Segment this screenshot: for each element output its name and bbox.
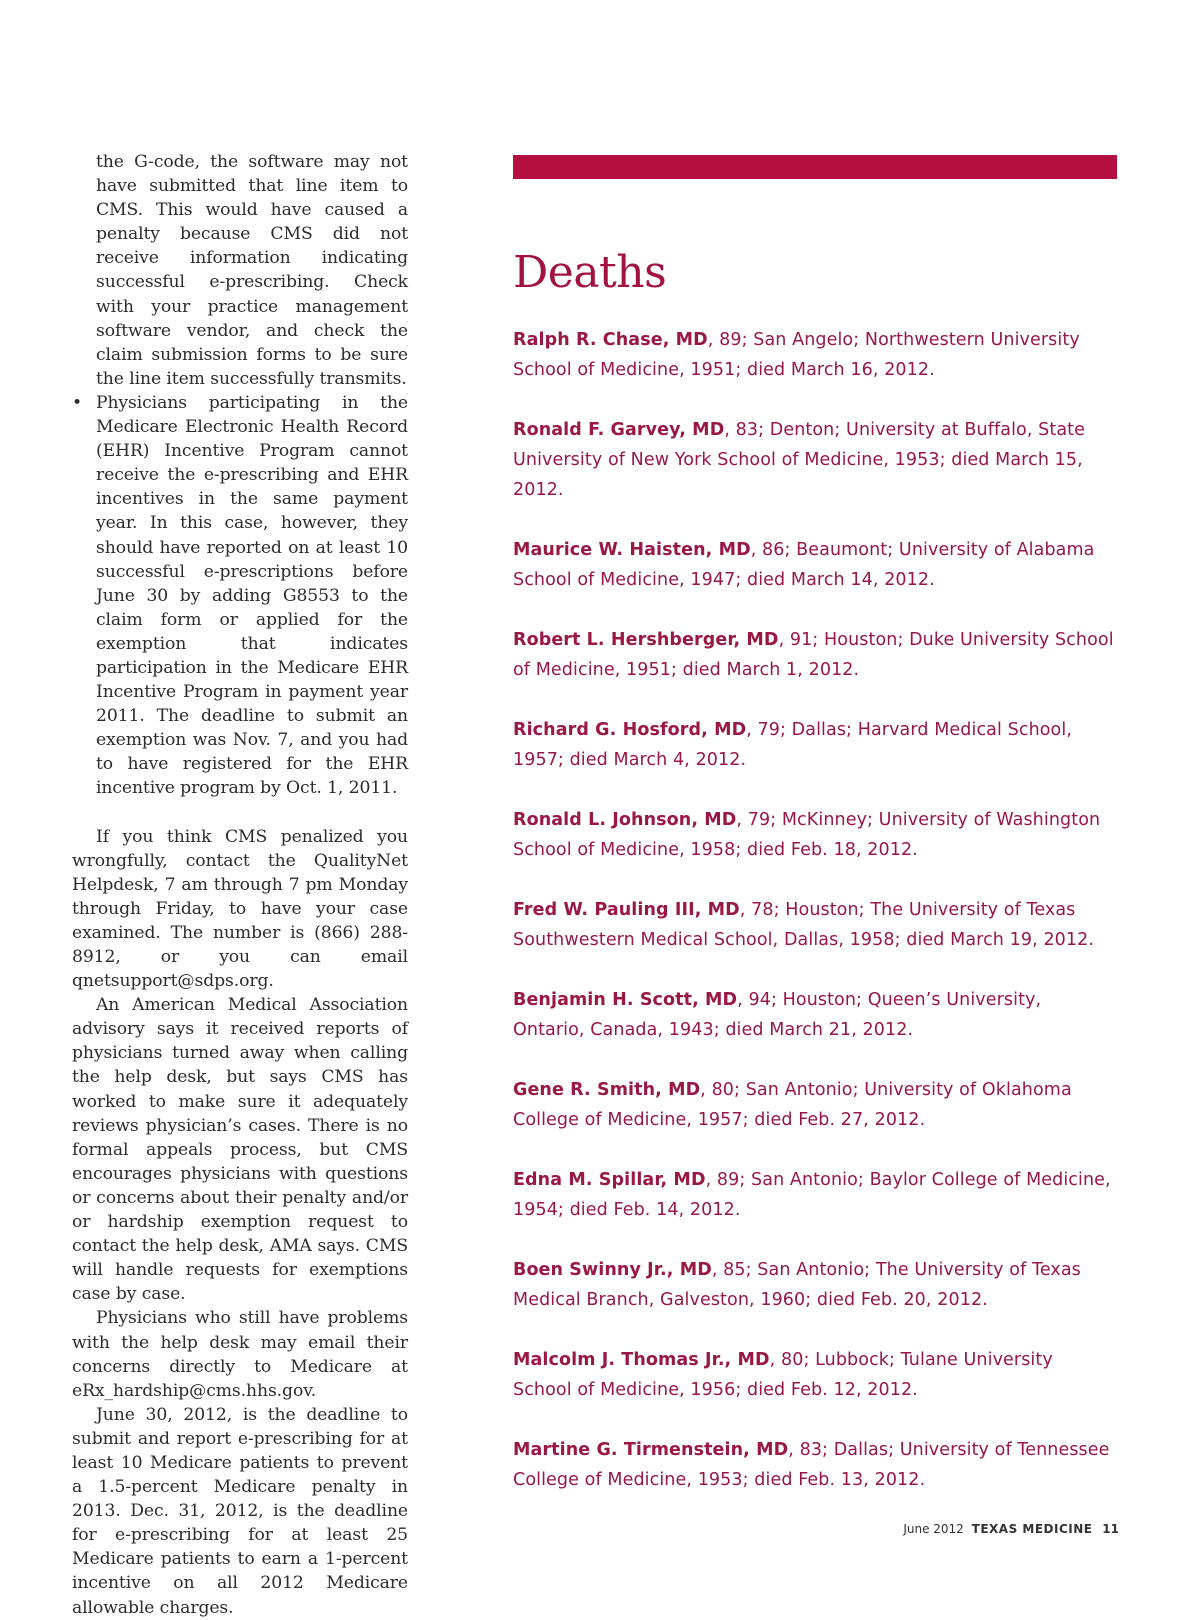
obituary-details: , 94; Houston; Queen’s University, Ontario, Canada, 1943; died March 21, 2012. <box>513 990 1042 1040</box>
obituary-name: Ralph R. Chase, MD <box>513 330 708 350</box>
obituary-name: Ronald F. Garvey, MD <box>513 420 725 440</box>
obituary-entry <box>513 1165 1117 1225</box>
obituary-entry <box>513 415 1117 505</box>
obituary-name: Benjamin H. Scott, MD <box>513 990 738 1010</box>
bullet-text: Physicians participating in the Medicare Electronic Health Record (EHR) Incentive Program cannot receive the e-prescribing and EHR incentives in the same payment year. In this case, however, they should have reported on at least 10 successful e-prescriptions before June 30 by adding G8553 to the claim form or applied for the exemption that indicates participation in the Medicare EHR Incentive Program in payment year 2011. The deadline to submit an exemption was Nov. 7, and you had to have registered for the EHR incentive program by Oct. 1, 2011. <box>96 392 408 799</box>
section-accent-bar <box>513 155 1117 179</box>
obituary-details: , 83; Dallas; University of Tennessee College of Medicine, 1953; died Feb. 13, 2012. <box>513 1440 1110 1490</box>
obituary-details: , 85; San Antonio; The University of Texas Medical Branch, Galveston, 1960; died Feb. 20, 2012. <box>513 1260 1081 1310</box>
obituary-entry <box>513 625 1117 685</box>
obituary-name: Ronald L. Johnson, MD <box>513 810 737 830</box>
obituary-details: , 79; McKinney; University of Washington School of Medicine, 1958; died Feb. 18, 2012. <box>513 810 1101 860</box>
obituary-details: , 86; Beaumont; University of Alabama School of Medicine, 1947; died March 14, 2012. <box>513 540 1095 590</box>
obituary-entry <box>513 805 1117 865</box>
body-paragraph: June 30, 2012, is the deadline to submit and report e-prescribing for at least 10 Medicare patients to prevent a 1.5-percent Medicare penalty in 2013. Dec. 31, 2012, is the deadline for e-prescribing for at least 25 Medicare patients to earn a 1-percent incentive on all 2012 Medicare allowable charges. <box>72 1404 408 1618</box>
obituary-name: Boen Swinny Jr., MD <box>513 1260 712 1280</box>
paragraph-spacer <box>72 801 408 825</box>
obituary-entry <box>513 715 1117 775</box>
obituary-entry <box>513 895 1117 955</box>
obituary-details: , 79; Dallas; Harvard Medical School, 1957; died March 4, 2012. <box>513 720 1072 770</box>
obituary-name: Gene R. Smith, MD <box>513 1080 701 1100</box>
bullet-icon: • <box>72 392 83 413</box>
obituary-entry <box>513 1075 1117 1135</box>
obituary-entry <box>513 1435 1117 1495</box>
body-paragraph: An American Medical Association advisory says it received reports of physicians turned away when calling the help desk, but says CMS has worked to make sure it adequately reviews physician’s cases. There is no formal appeals process, but CMS encourages physicians with questions or concerns about their penalty and/or or hardship exemption request to contact the help desk, AMA says. CMS will handle requests for exemptions case by case. <box>72 995 408 1305</box>
obituary-entry <box>513 985 1117 1045</box>
body-paragraph: If you think CMS penalized you wrongfully, contact the QualityNet Helpdesk, 7 am through 7 pm Monday through Friday, to have your case examined. The number is (866) 288-8912, or you can email qnetsupport@sdps.org. <box>72 826 408 992</box>
obituary-name: Martine G. Tirmenstein, MD <box>513 1440 789 1460</box>
page-footer <box>903 1522 1119 1536</box>
obituary-entry <box>513 535 1117 595</box>
obituary-entry <box>513 1255 1117 1315</box>
section-title: Deaths <box>513 247 667 298</box>
obituary-name: Maurice W. Haisten, MD <box>513 540 751 560</box>
obituary-entry <box>513 1345 1117 1405</box>
continued-paragraph: the G-code, the software may not have submitted that line item to CMS. This would have caused a penalty because CMS did not receive information indicating successful e-prescribing. Check with your practice management software vendor, and check the claim submission forms to be sure the line item successfully transmits. <box>96 152 408 389</box>
obituary-name: Edna M. Spillar, MD <box>513 1170 706 1190</box>
obituary-name: Richard G. Hosford, MD <box>513 720 747 740</box>
page-number: 11 <box>1102 1522 1119 1536</box>
deaths-column <box>513 155 1117 1525</box>
issue-date: June 2012 <box>903 1522 964 1536</box>
obituary-list <box>513 325 1117 1495</box>
obituary-entry <box>513 325 1117 385</box>
obituary-details: , 80; Lubbock; Tulane University School of Medicine, 1956; died Feb. 12, 2012. <box>513 1350 1053 1400</box>
obituary-details: , 91; Houston; Duke University School of Medicine, 1951; died March 1, 2012. <box>513 630 1114 680</box>
obituary-name: Malcolm J. Thomas Jr., MD <box>513 1350 770 1370</box>
obituary-details: , 78; Houston; The University of Texas Southwestern Medical School, Dallas, 1958; died March 19, 2012. <box>513 900 1095 950</box>
obituary-name: Robert L. Hershberger, MD <box>513 630 779 650</box>
obituary-name: Fred W. Pauling III, MD <box>513 900 740 920</box>
obituary-details: , 89; San Antonio; Baylor College of Medicine, 1954; died Feb. 14, 2012. <box>513 1170 1111 1220</box>
obituary-details: , 80; San Antonio; University of Oklahoma College of Medicine, 1957; died Feb. 27, 2012. <box>513 1080 1072 1130</box>
obituary-details: , 89; San Angelo; Northwestern University School of Medicine, 1951; died March 16, 2012. <box>513 330 1080 380</box>
article-text-column <box>72 150 408 1620</box>
magazine-name: TEXAS MEDICINE <box>971 1522 1093 1536</box>
obituary-details: , 83; Denton; University at Buffalo, State University of New York School of Medicine, 1953; died March 15, 2012. <box>513 420 1085 500</box>
bullet-item <box>72 391 408 801</box>
body-paragraph: Physicians who still have problems with the help desk may email their concerns directly to Medicare at eRx_hardship@cms.hhs.gov. <box>72 1308 408 1401</box>
